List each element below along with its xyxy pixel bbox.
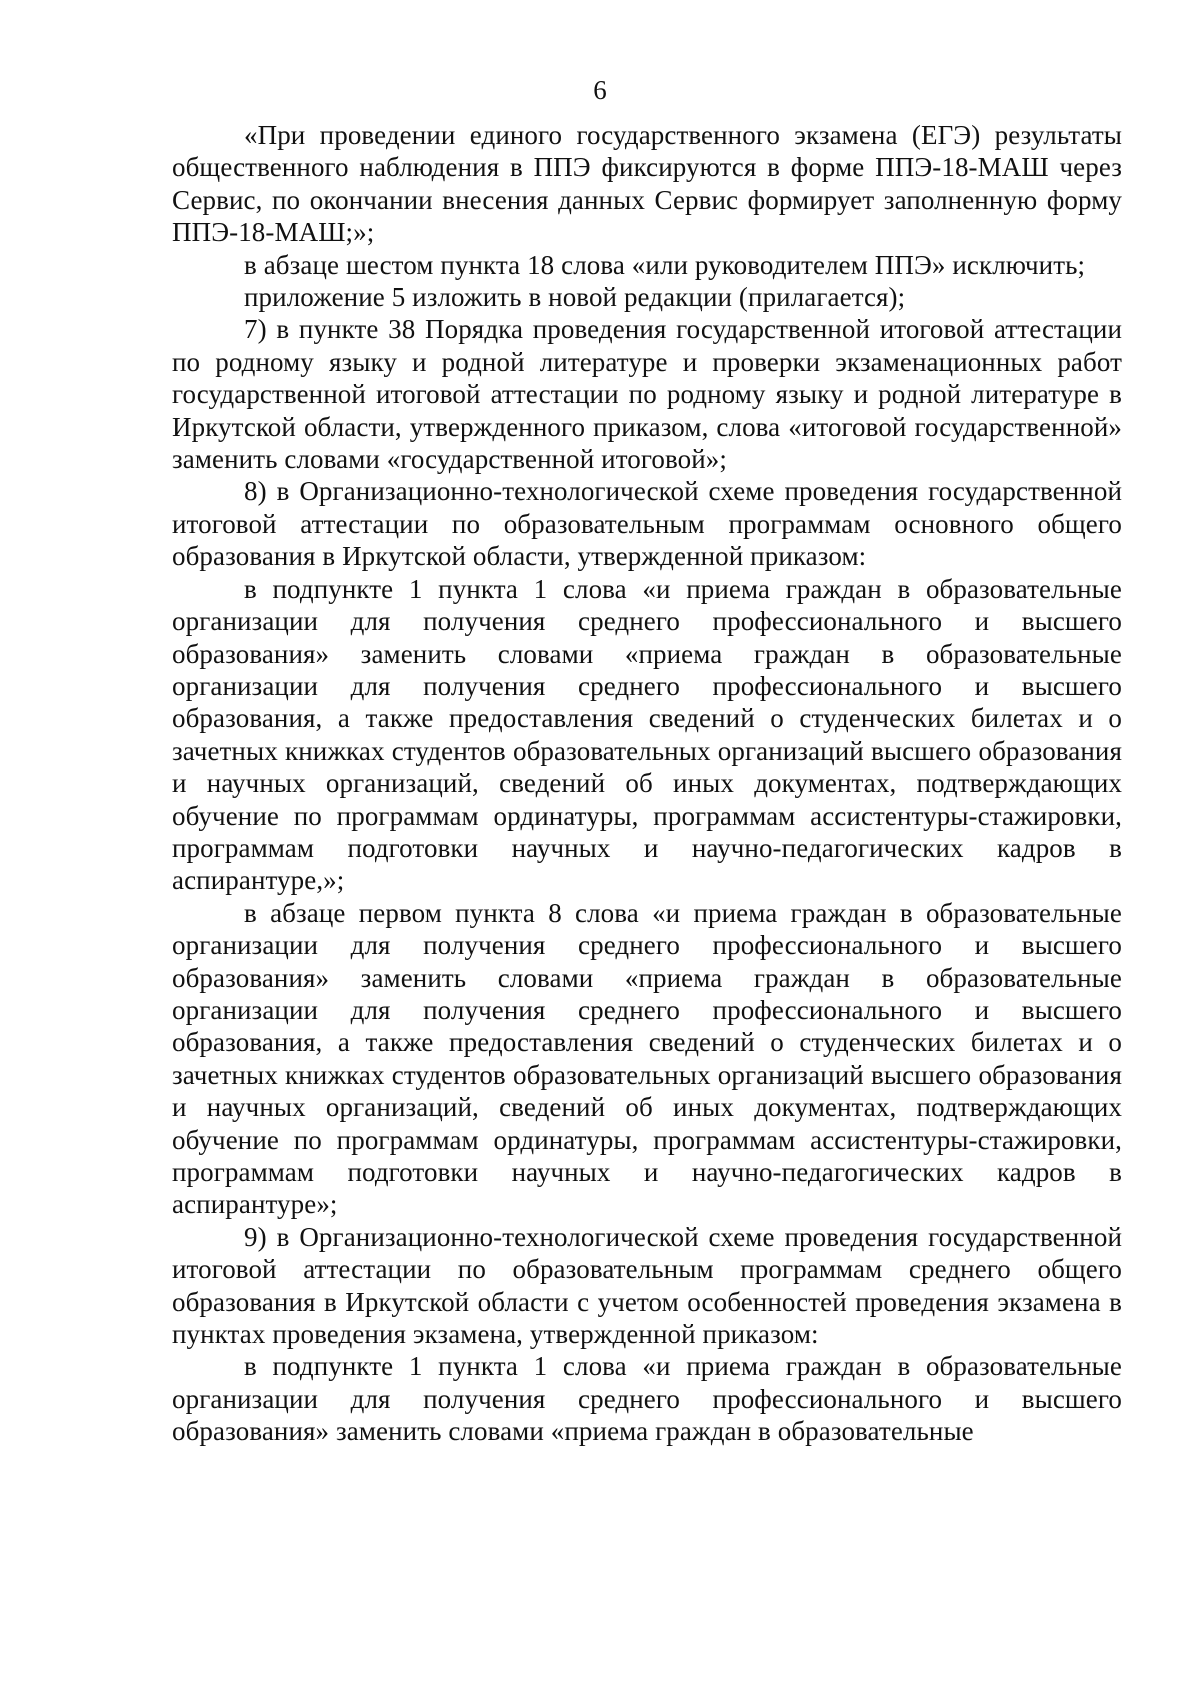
paragraph-point-18: в абзаце шестом пункта 18 слова «или руководителем ППЭ» исключить; xyxy=(244,249,1086,280)
paragraph-subpoint-1-ege: в подпункте 1 пункта 1 слова «и приема граждан в образовательные организации для получения среднего профессионального и высшего образования» заменить словами «приема граждан в образовательные xyxy=(172,1351,1122,1447)
paragraph-appendix-5: приложение 5 изложить в новой редакции (прилагается); xyxy=(244,282,906,313)
paragraph-subpoint-1-oge: в подпункте 1 пункта 1 слова «и приема граждан в образовательные организации для получения среднего профессионального и высшего образования» заменить словами «приема граждан в образовательные организации для получения среднего профессионального и высшего образования, а также предоставления сведений о студенческих билетах и о зачетных книжках студентов образовательных организаций высшего образования и научных организаций, сведений об иных документах, подтверждающих обучение по программам ординатуры, программам ассистентуры-стажировки, программам подготовки научных и научно-педагогических кадров в аспирантуре,»; xyxy=(172,573,1122,896)
page-number: 6 xyxy=(593,75,607,105)
paragraph-point-8-oge: в абзаце первом пункта 8 слова «и приема граждан в образовательные организации для получения среднего профессионального и высшего образования» заменить словами «приема граждан в образовательные организации для получения среднего профессионального и высшего образования, а также предоставления сведений о студенческих билетах и о зачетных книжках студентов образовательных организаций высшего образования и научных организаций, сведений об иных документах, подтверждающих обучение по программам ординатуры, программам ассистентуры-стажировки, программам подготовки научных и научно-педагогических кадров в аспирантуре»; xyxy=(172,897,1122,1220)
paragraph-ege-observation: «При проведении единого государственного экзамена (ЕГЭ) результаты общественного наблюдения в ППЭ фиксируются в форме ППЭ-18-МАШ через Сервис, по окончании внесения данных Сервис формирует заполненную форму ППЭ-18-МАШ;»; xyxy=(172,120,1122,248)
paragraph-item-9: 9) в Организационно-технологической схеме проведения государственной итоговой аттестации по образовательным программам среднего общего образования в Иркутской области с учетом особенностей проведения экзамена в пунктах проведения экзамена, утвержденной приказом: xyxy=(172,1221,1122,1350)
document-body xyxy=(172,119,1122,1448)
paragraph-item-8: 8) в Организационно-технологической схеме проведения государственной итоговой аттестации по образовательным программам основного общего образования в Иркутской области, утвержденной приказом: xyxy=(172,476,1122,572)
paragraph-item-7: 7) в пункте 38 Порядка проведения государственной итоговой аттестации по родному языку и родной литературе и проверки экзаменационных работ государственной итоговой аттестации по родному языку и родной литературе в Иркутской области, утвержденного приказом, слова «итоговой государственной» заменить словами «государственной итоговой»; xyxy=(172,314,1122,475)
